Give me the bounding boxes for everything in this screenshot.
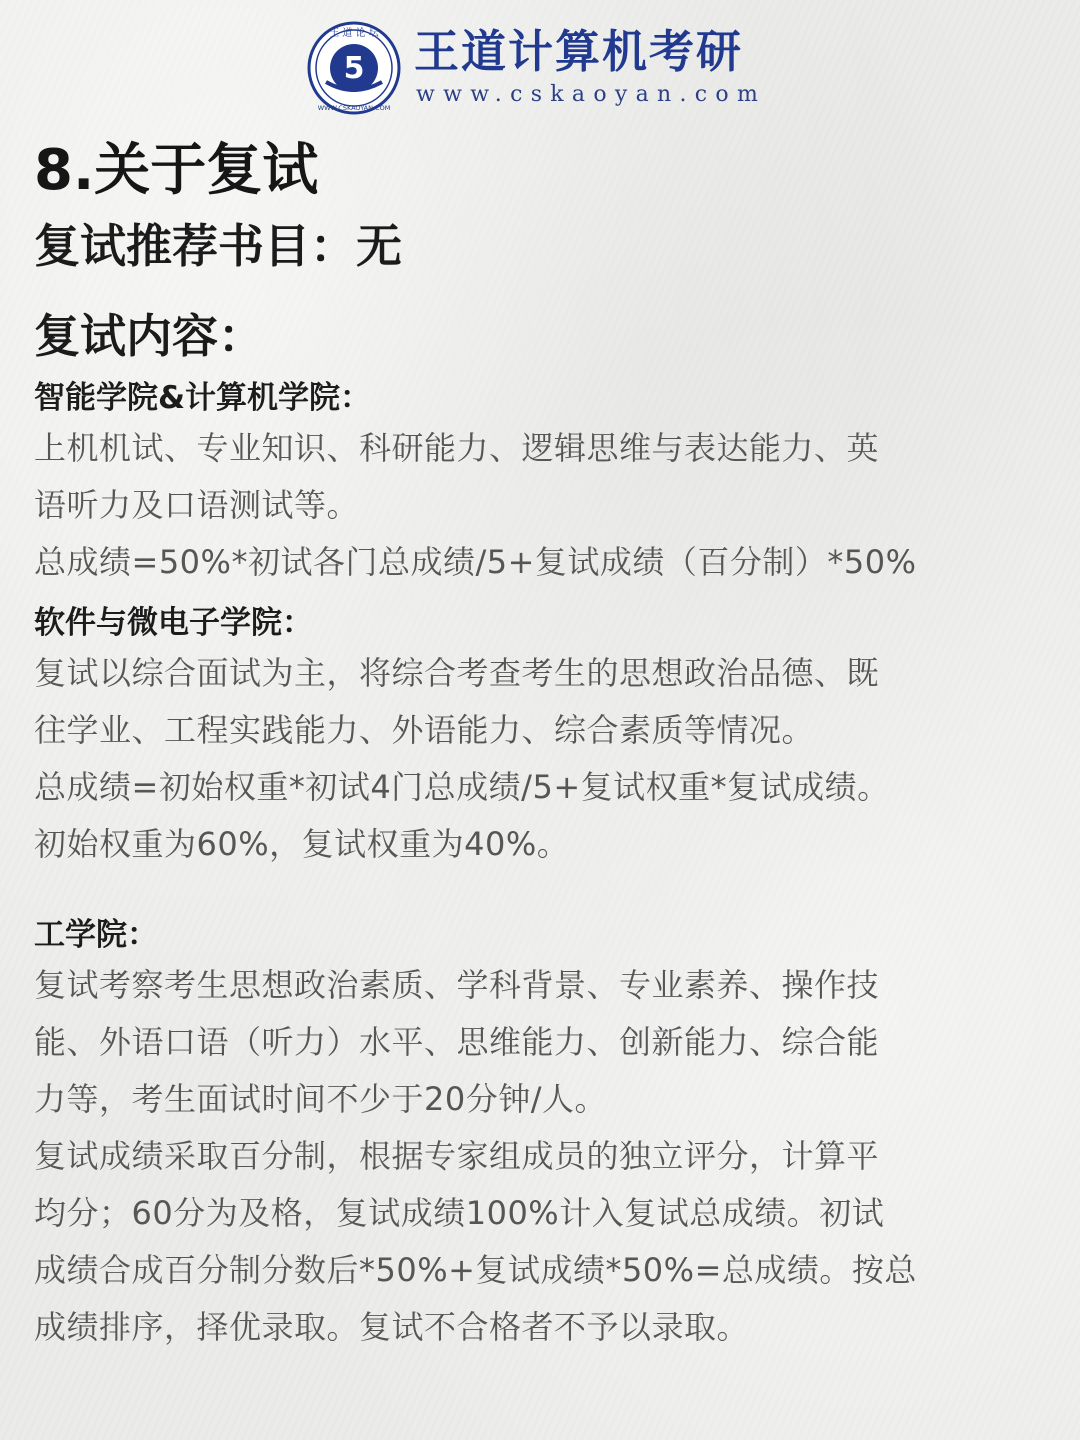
text-line: 均分；60分为及格，复试成绩100%计入复试总成绩。初试	[34, 1194, 885, 1232]
text-line: 力等，考生面试时间不少于20分钟/人。	[34, 1080, 608, 1118]
text-line: 能、外语口语（听力）水平、思维能力、创新能力、综合能	[34, 1023, 880, 1061]
brand-header	[0, 18, 1080, 118]
text-line: 成绩合成百分制分数后*50%+复试成绩*50%=总成绩。按总	[34, 1251, 917, 1289]
svg-text:5: 5	[343, 51, 365, 86]
text-line: 成绩排序，择优录取。复试不合格者不予以录取。	[34, 1308, 750, 1346]
recommended-books: 复试推荐书目：无	[34, 219, 402, 273]
college-description	[34, 645, 1044, 873]
brand-name: 王道计算机考研	[414, 25, 744, 78]
college-block	[34, 913, 1044, 1356]
college-description	[34, 420, 1044, 591]
brand-url: www.cskaoyan.com	[416, 82, 767, 107]
college-description	[34, 957, 1044, 1356]
text-line: 上机机试、专业知识、科研能力、逻辑思维与表达能力、英	[34, 429, 880, 467]
text-line: 往学业、工程实践能力、外语能力、综合素质等情况。	[34, 711, 815, 749]
svg-text:王 道 论 坛: 王 道 论 坛	[329, 28, 379, 39]
content-title: 复试内容：	[34, 309, 264, 363]
text-line: 复试考察考生思想政治素质、学科背景、专业素养、操作技	[34, 966, 880, 1004]
text-line: 复试成绩采取百分制，根据专家组成员的独立评分，计算平	[34, 1137, 880, 1175]
text-line: 初始权重为60%，复试权重为40%。	[34, 825, 570, 863]
text-line: 复试以综合面试为主，将综合考查考生的思想政治品德、既	[34, 654, 880, 692]
text-line: 总成绩=初始权重*初试4门总成绩/5+复试权重*复试成绩。	[34, 768, 890, 806]
college-title: 软件与微电子学院：	[34, 605, 313, 641]
college-title: 智能学院&计算机学院：	[34, 380, 372, 416]
article-content	[34, 136, 1044, 1356]
section-title: 8.关于复试	[34, 138, 319, 203]
college-block	[34, 376, 1044, 591]
text-line: 总成绩=50%*初试各门总成绩/5+复试成绩（百分制）*50%	[34, 543, 917, 581]
college-title: 工学院：	[34, 917, 158, 953]
svg-text:WWW.CSKAOYAN.COM: WWW.CSKAOYAN.COM	[317, 104, 391, 112]
text-line: 语听力及口语测试等。	[34, 486, 360, 524]
college-block	[34, 601, 1044, 873]
wangdao-logo-icon	[304, 20, 404, 116]
